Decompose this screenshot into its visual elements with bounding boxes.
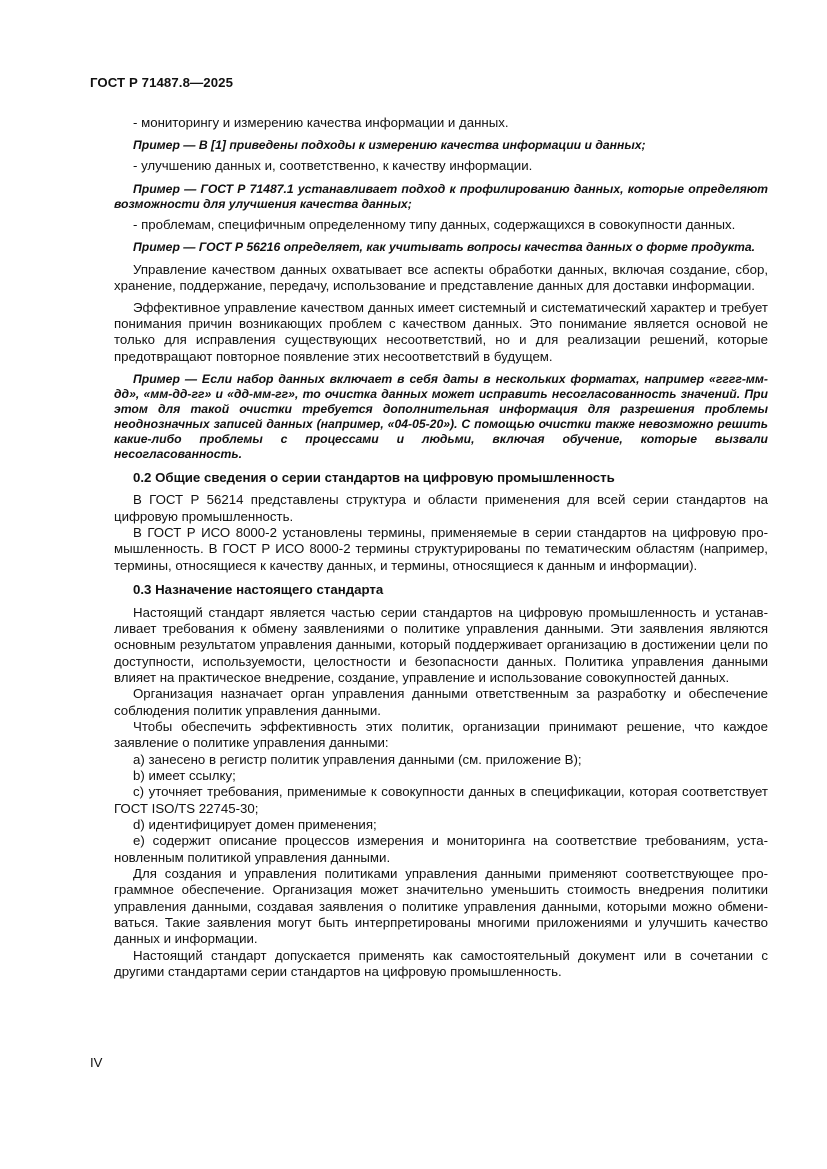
list-item-b: b) имеет ссылку;	[133, 767, 236, 783]
example-note-1: Пример — В [1] приведены подходы к измерению качества информации и данных;	[133, 138, 646, 153]
page-number: IV	[90, 1055, 103, 1070]
example-note-4: Пример — Если набор данных включает в себя даты в нескольких форматах, например «гггг-мм-дд», «мм-дд-гг» и «дд-мм-гг», то очистка данных может исправить несогласованность значений. При этом для такой очистки требуется дополнительная информация для разрешения проблемы неоднозначных записей данных (например, «04-05-20»). С помощью очистки также невозможно решить какие-либо проблемы с процессами и людьми, включая обучение, которые вызвали несогласованность.	[114, 372, 768, 462]
list-item-a: a) занесено в регистр политик управления данными (см. приложение В);	[133, 751, 582, 767]
section-heading-0-3: 0.3 Назначение настоящего стандарта	[133, 582, 384, 598]
list-dash-improvement: - улучшению данных и, соответственно, к качеству информации.	[133, 158, 533, 174]
paragraph-standard-series: В ГОСТ Р 56214 представлены структура и области применения для всей серии стандартов на цифровую промышленность.	[114, 492, 768, 524]
list-item-d: d) идентифицирует домен применения;	[133, 816, 377, 832]
example-note-2: Пример — ГОСТ Р 71487.1 устанавливает подход к профилированию данных, которые определяют возможности для улучшения качества данных;	[114, 181, 768, 211]
paragraph-policy-effectiveness: Чтобы обеспечить эффективность этих политик, организации принимают решение, что каждое заявление о политике управления данными:	[114, 718, 768, 751]
list-dash-monitoring: - мониторингу и измерению качества информации и данных.	[133, 115, 509, 130]
paragraph-software: Для создания и управления политиками управления данными применяют соответствующее программное обеспечение. Организация может значительно уменьшить стоимость внедрения политики управления данными, создавая заявления о политике управления данными, которыми можно обмениваться. Такие заявления могут быть интерпретированы многими приложениями и улучшить качество данных и информации.	[114, 866, 768, 947]
example-note-3: Пример — ГОСТ Р 56216 определяет, как учитывать вопросы качества данных о форме продукта.	[133, 240, 756, 255]
list-item-c: c) уточняет требования, применимые к совокупности данных в спецификации, которая соответствует ГОСТ ISO/TS 22745-30;	[114, 784, 768, 816]
list-dash-specific-problems: - проблемам, специфичным определенному типу данных, содержащихся в совокупности данных.	[133, 216, 736, 232]
paragraph-governance-body: Организация назначает орган управления данными ответственным за разработку и обеспечение соблюдения политик управления данными.	[114, 686, 768, 718]
paragraph-terms: В ГОСТ Р ИСО 8000-2 установлены термины, применяемые в серии стандартов на цифровую промышленность. В ГОСТ Р ИСО 8000-2 термины структурированы по тематическим областям (например, термины, относящиеся к качеству данных, и термины, относящиеся к данным и информации).	[114, 525, 768, 573]
document-body	[114, 110, 768, 980]
paragraph-data-quality-management: Управление качеством данных охватывает все аспекты обработки данных, включая создание, сбор, хранение, поддержание, передачу, использование и представление данных для доставки информации.	[114, 262, 768, 294]
paragraph-effective-management: Эффективное управление качеством данных имеет системный и систематический характер и требует понимания причин возникающих проблем с качеством данных. Это понимание является основой не только для исправления существующих несоответствий, но и для реализации решений, которые предотвращают повторное появление этих несоответствий в будущем.	[114, 299, 768, 364]
paragraph-purpose: Настоящий стандарт является частью серии стандартов на цифровую промышленность и устанавливает требования к обмену заявлениями о политике управления данными. Эти заявления являются основным результатом управления данными, который поддерживает организацию в достижении цели по доступности, используемости, целостности и безопасности данных. Политика управления данными влияет на практическое внедрение, создание, управление и использование совокупностей данных.	[114, 604, 768, 685]
section-heading-0-2: 0.2 Общие сведения о серии стандартов на цифровую промышленность	[133, 470, 615, 486]
list-item-e: e) содержит описание процессов измерения и мониторинга на соответствие требованиям, установленным политикой управления данными.	[114, 833, 768, 865]
document-header: ГОСТ Р 71487.8—2025	[90, 75, 234, 90]
paragraph-application: Настоящий стандарт допускается применять как самостоятельный документ или в сочетании с другими стандартами серии стандартов на цифровую промышленность.	[114, 947, 768, 980]
